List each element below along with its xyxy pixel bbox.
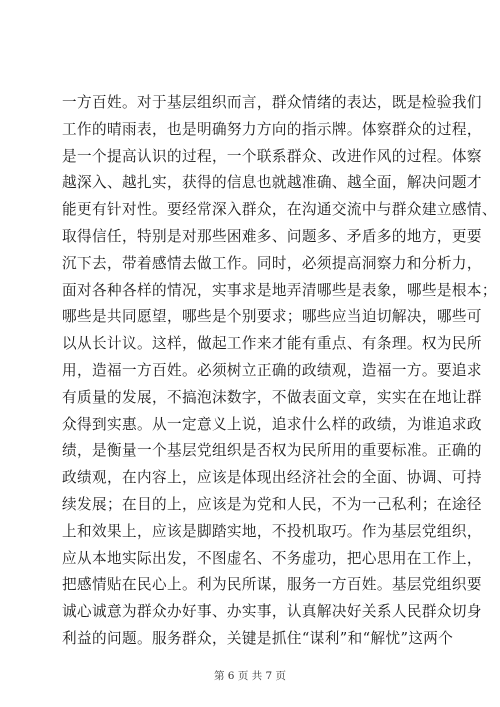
text-line: 续发展；在目的上，应该是为党和人民，不为一己私利；在途径 xyxy=(62,495,482,513)
text-line: 应从本地实际出发，不图虚名、不务虚功，把心思用在工作上， xyxy=(62,549,482,567)
text-line: 有质量的发展，不搞泡沫数字，不做表面文章，实实在在地让群 xyxy=(62,388,482,406)
text-line: 面对各种各样的情况，实事求是地弄清哪些是表象，哪些是根本； xyxy=(62,281,497,299)
text-line: 上和效果上，应该是脚踏实地，不投机取巧。作为基层党组织， xyxy=(62,522,482,540)
text-line: 用，造福一方百姓。必须树立正确的政绩观，造福一方。要追求 xyxy=(62,361,482,379)
text-line: 利益的问题。服务群众，关键是抓住“谋利”和“解忧”这两个 xyxy=(62,629,454,647)
text-line: 是一个提高认识的过程，一个联系群众、改进作风的过程。体察 xyxy=(62,147,482,165)
text-line: 以从长计议。这样，做起工作来才能有重点、有条理。权为民所 xyxy=(62,335,482,353)
text-line: 一方百姓。对于基层组织而言，群众情绪的表达，既是检验我们 xyxy=(62,94,482,111)
text-line: 把感情贴在民心上。利为民所谋，服务一方百姓。基层党组织要 xyxy=(62,576,482,594)
text-line: 工作的晴雨表，也是明确努力方向的指示牌。体察群众的过程， xyxy=(62,120,482,138)
text-line: 政绩观，在内容上，应该是体现出经济社会的全面、协调、可持 xyxy=(62,469,482,487)
text-line: 能更有针对性。要经常深入群众，在沟通交流中与群众建立感情、 xyxy=(62,201,497,219)
text-line: 哪些是共同愿望，哪些是个别要求；哪些应当迫切解决，哪些可 xyxy=(62,308,482,326)
text-line: 沉下去，带着感情去做工作。同时，必须提高洞察力和分析力， xyxy=(62,254,482,272)
text-line: 诚心诚意为群众办好事、办实事，认真解决好关系人民群众切身 xyxy=(62,603,482,621)
text-line: 众得到实惠。从一定意义上说，追求什么样的政绩，为谁追求政 xyxy=(62,415,482,433)
body-text xyxy=(62,90,497,653)
text-line: 取得信任，特别是对那些困难多、问题多、矛盾多的地方，更要 xyxy=(62,227,482,245)
text-line: 绩，是衡量一个基层党组织是否权为民所用的重要标准。正确的 xyxy=(62,442,482,460)
text-line: 越深入、越扎实，获得的信息也就越准确、越全面，解决问题才 xyxy=(62,174,482,192)
page-footer: 第 6 页 共 7 页 xyxy=(213,670,287,682)
